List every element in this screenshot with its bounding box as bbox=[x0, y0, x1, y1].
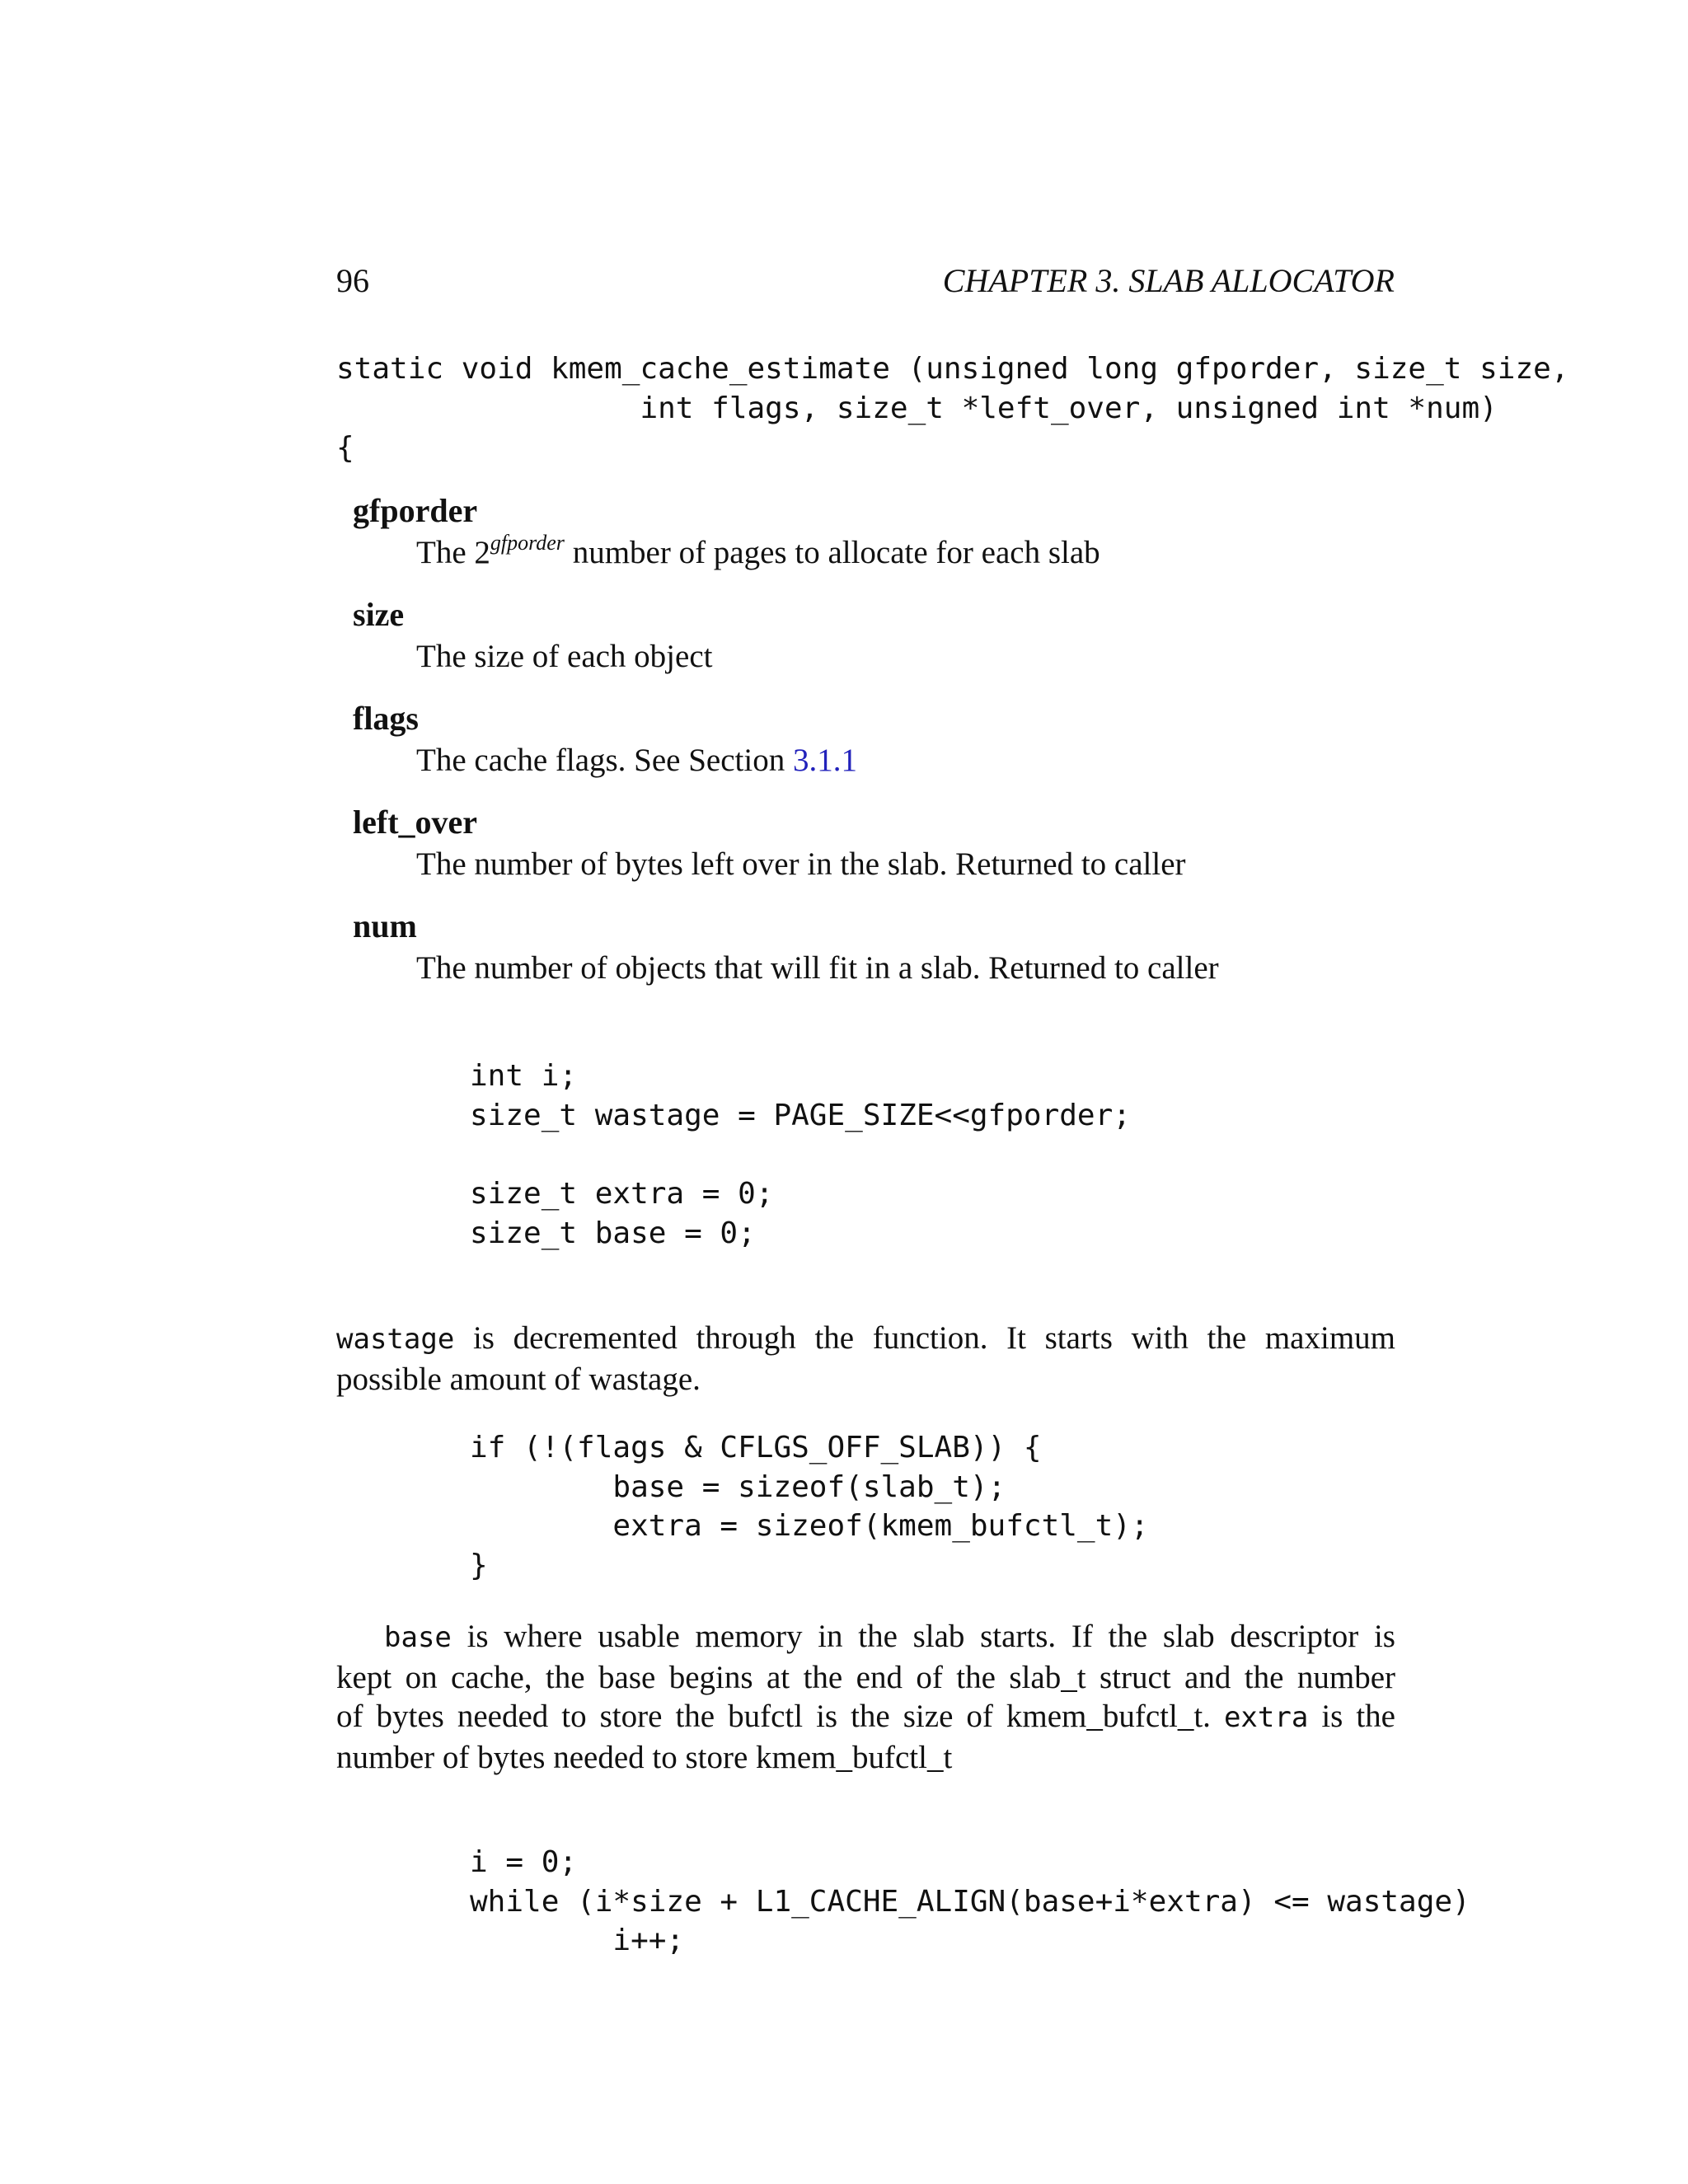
code-line: int i; bbox=[470, 1059, 578, 1093]
inline-code: wastage bbox=[336, 1323, 455, 1356]
code-line: } bbox=[470, 1549, 488, 1582]
inline-code: extra bbox=[1223, 1701, 1309, 1734]
code-line: while (i*size + L1_CACHE_ALIGN(base+i*extra) <= wastage) bbox=[470, 1885, 1470, 1919]
param-name: size bbox=[353, 596, 405, 633]
param-name: left_over bbox=[353, 804, 478, 841]
code-line: i = 0; bbox=[470, 1845, 578, 1879]
code-line: extra = sizeof(kmem_bufctl_t); bbox=[470, 1509, 1149, 1543]
signature-line-2: int flags, size_t *left_over, unsigned int *num) bbox=[336, 391, 1498, 425]
section-link[interactable]: 3.1.1 bbox=[792, 743, 857, 778]
code-line: i++; bbox=[470, 1924, 685, 1957]
code-line: base = sizeof(slab_t); bbox=[470, 1470, 1006, 1504]
paragraph-base: base is where usable memory in the slab starts. If the slab descriptor is kept on cache, the base begins at the end of the slab_t struct and the number of bytes needed to store the bufctl is the size of kmem_bufctl_t. extra is the number of bytes needed to store kmem_bufctl_t bbox=[336, 1619, 1395, 1775]
code-line: size_t extra = 0; bbox=[470, 1177, 774, 1211]
param-description: The number of bytes left over in the slab. Returned to caller bbox=[416, 846, 1186, 882]
running-head: CHAPTER 3. SLAB ALLOCATOR bbox=[942, 262, 1395, 299]
code-line: size_t base = 0; bbox=[470, 1216, 756, 1250]
page-number: 96 bbox=[336, 262, 369, 299]
signature-line-3: { bbox=[336, 431, 354, 465]
param-name: flags bbox=[353, 700, 419, 737]
inline-code: base bbox=[384, 1621, 452, 1654]
param-description: The $2^{gfporder}$ number of pages to allocate for each slab bbox=[416, 531, 1100, 570]
signature-line-1: static void kmem_cache_estimate (unsigned long gfporder, size_t size, bbox=[336, 352, 1569, 386]
code-line: size_t wastage = PAGE_SIZE<<gfporder; bbox=[470, 1099, 1131, 1132]
param-description: The number of objects that will fit in a slab. Returned to caller bbox=[416, 950, 1219, 986]
param-description: The cache flags. See Section 3.1.1 bbox=[416, 743, 857, 778]
code-line: if (!(flags & CFLGS_OFF_SLAB)) { bbox=[470, 1431, 1042, 1465]
param-name: num bbox=[353, 907, 417, 944]
superscript: gfporder bbox=[490, 531, 565, 555]
param-description: The size of each object bbox=[416, 639, 713, 674]
param-name: gfporder bbox=[353, 492, 478, 529]
paragraph-wastage: wastage is decremented through the function. It starts with the maximum possible amount of wastage. bbox=[336, 1320, 1395, 1397]
